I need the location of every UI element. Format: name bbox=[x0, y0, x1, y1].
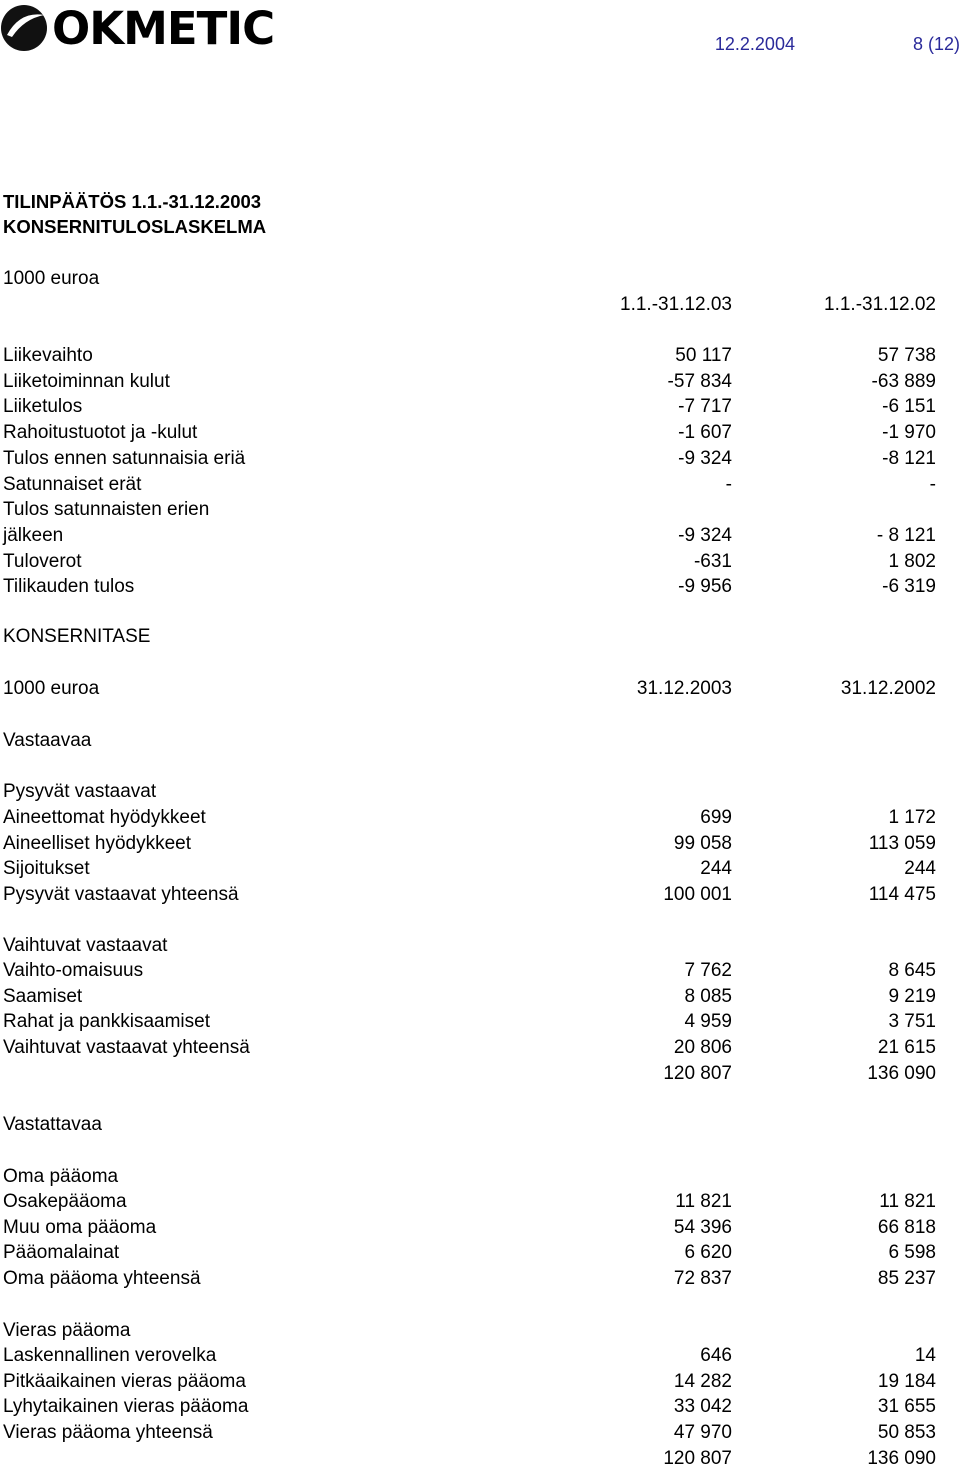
value-2002: 31 655 bbox=[877, 1396, 936, 1418]
value-2003: -57 834 bbox=[667, 370, 732, 392]
balance-title: KONSERNITASE bbox=[3, 626, 151, 647]
value-2002: - bbox=[929, 473, 936, 495]
row-label: Pysyvät vastaavat yhteensä bbox=[3, 884, 239, 906]
value-2002: 9 219 bbox=[888, 985, 936, 1007]
page-number: 8 (12) bbox=[912, 34, 960, 54]
balance-date-2002: 31.12.2002 bbox=[840, 678, 936, 699]
liabilities-total-2003: 120 807 bbox=[663, 1448, 732, 1469]
table-row bbox=[3, 1189, 936, 1214]
table-row bbox=[3, 1369, 936, 1394]
row-label: Liikevaihto bbox=[3, 345, 93, 366]
assets-total-row bbox=[3, 1061, 936, 1086]
value-2003: 699 bbox=[700, 807, 732, 828]
value-2003: -9 324 bbox=[678, 524, 732, 546]
row-label: Muu oma pääoma bbox=[3, 1216, 157, 1238]
table-row bbox=[3, 420, 936, 445]
liabilities-title: Vastattavaa bbox=[3, 1114, 102, 1135]
value-2003: 100 001 bbox=[663, 884, 732, 906]
table-row bbox=[3, 574, 936, 599]
income-header-row bbox=[3, 292, 936, 317]
table-row bbox=[3, 984, 936, 1009]
table-row bbox=[3, 394, 936, 419]
row-label: Oma pääoma yhteensä bbox=[3, 1268, 201, 1290]
value-2003: -631 bbox=[693, 550, 732, 572]
value-2003: 7 762 bbox=[684, 960, 732, 981]
table-row bbox=[3, 369, 936, 394]
table-row bbox=[3, 1009, 936, 1034]
row-label: Aineelliset hyödykkeet bbox=[3, 832, 191, 854]
table-row bbox=[3, 472, 936, 497]
value-2002: -1 970 bbox=[882, 422, 936, 444]
value-2003: 14 282 bbox=[673, 1370, 732, 1392]
row-label: Vaihto-omaisuus bbox=[3, 960, 144, 981]
table-row bbox=[3, 549, 936, 574]
current-assets-title: Vaihtuvat vastaavat bbox=[3, 935, 168, 956]
value-2003: 646 bbox=[700, 1345, 732, 1366]
value-2002: 19 184 bbox=[877, 1370, 936, 1392]
value-2002: 113 059 bbox=[868, 832, 936, 854]
row-label: jälkeen bbox=[3, 524, 64, 546]
value-2003: - bbox=[725, 473, 732, 495]
row-label: Tulos ennen satunnaisia eriä bbox=[3, 447, 246, 469]
value-2002: 114 475 bbox=[868, 884, 936, 906]
value-2002: - 8 121 bbox=[876, 524, 936, 546]
value-2002: 50 853 bbox=[877, 1422, 936, 1444]
row-label: Aineettomat hyödykkeet bbox=[3, 807, 206, 828]
value-2002: -63 889 bbox=[871, 370, 936, 392]
value-2002: 57 738 bbox=[877, 345, 936, 366]
row-label: Sijoitukset bbox=[3, 858, 90, 880]
table-row bbox=[3, 523, 936, 548]
table-row bbox=[3, 882, 936, 907]
table-row bbox=[3, 1035, 936, 1060]
row-label: Rahoitustuotot ja -kulut bbox=[3, 422, 198, 444]
value-2002: 11 821 bbox=[879, 1191, 936, 1212]
table-row bbox=[3, 958, 936, 983]
row-label: Liiketoiminnan kulut bbox=[3, 370, 170, 392]
assets-total-2003: 120 807 bbox=[663, 1063, 732, 1084]
row-label: Pitkäaikainen vieras pääoma bbox=[3, 1370, 246, 1392]
value-2002: -8 121 bbox=[882, 447, 936, 469]
table-row bbox=[3, 1266, 936, 1291]
value-2003: 33 042 bbox=[673, 1396, 732, 1418]
fixed-assets-title: Pysyvät vastaavat bbox=[3, 781, 157, 802]
row-label: Lyhytaikainen vieras pääoma bbox=[3, 1396, 249, 1418]
assets-total-2002: 136 090 bbox=[867, 1063, 936, 1084]
table-row bbox=[3, 497, 936, 522]
balance-date-2003: 31.12.2003 bbox=[636, 678, 732, 699]
row-label: Tilikauden tulos bbox=[3, 576, 135, 598]
table-row bbox=[3, 343, 936, 368]
value-2003: -7 717 bbox=[678, 396, 732, 418]
header-meta bbox=[715, 34, 960, 55]
value-2002: 14 bbox=[914, 1345, 936, 1366]
document-title: TILINPÄÄTÖS 1.1.-31.12.2003 bbox=[3, 191, 262, 212]
value-2002: 66 818 bbox=[877, 1216, 936, 1238]
row-label: Laskennallinen verovelka bbox=[3, 1345, 217, 1366]
document-subtitle: KONSERNITULOSLASKELMA bbox=[3, 216, 267, 237]
table-row bbox=[3, 1420, 936, 1445]
row-label: Pääomalainat bbox=[3, 1242, 120, 1264]
company-logo bbox=[0, 2, 274, 54]
value-2002: -6 151 bbox=[882, 396, 936, 418]
value-2003: 4 959 bbox=[684, 1011, 732, 1033]
table-row bbox=[3, 856, 936, 881]
liabilities-total-2002: 136 090 bbox=[867, 1448, 936, 1469]
row-label: Satunnaiset erät bbox=[3, 473, 142, 495]
logo-wordmark: OKMETIC bbox=[52, 1, 275, 55]
table-row bbox=[3, 805, 936, 830]
value-2003: 20 806 bbox=[673, 1037, 732, 1059]
table-row bbox=[3, 446, 936, 471]
value-2002: 8 645 bbox=[888, 960, 936, 981]
row-label: Osakepääoma bbox=[3, 1191, 127, 1212]
row-label: Vieras pääoma yhteensä bbox=[3, 1422, 213, 1444]
table-row bbox=[3, 1343, 936, 1368]
row-label: Tuloverot bbox=[3, 550, 82, 572]
liabilities-total-row bbox=[3, 1446, 936, 1471]
value-2003: 72 837 bbox=[673, 1268, 732, 1290]
assets-title: Vastaavaa bbox=[3, 730, 92, 751]
value-2002: 85 237 bbox=[877, 1268, 936, 1290]
table-row bbox=[3, 831, 936, 856]
debt-title: Vieras pääoma bbox=[3, 1320, 131, 1341]
value-2002: 1 802 bbox=[888, 550, 936, 572]
balance-unit: 1000 euroa bbox=[3, 678, 100, 699]
row-label: Saamiset bbox=[3, 985, 83, 1007]
value-2003: -1 607 bbox=[678, 422, 732, 444]
equity-title: Oma pääoma bbox=[3, 1166, 119, 1187]
value-2002: 1 172 bbox=[888, 807, 936, 828]
table-row bbox=[3, 1215, 936, 1240]
value-2003: 47 970 bbox=[673, 1422, 732, 1444]
value-2002: 244 bbox=[904, 858, 936, 880]
value-2003: -9 324 bbox=[678, 447, 732, 469]
table-row bbox=[3, 1240, 936, 1265]
value-2003: 8 085 bbox=[684, 985, 732, 1007]
value-2003: 11 821 bbox=[675, 1191, 732, 1212]
value-2002: 21 615 bbox=[877, 1037, 936, 1059]
income-unit: 1000 euroa bbox=[3, 268, 100, 289]
value-2002: -6 319 bbox=[882, 576, 936, 598]
value-2003: 99 058 bbox=[673, 832, 732, 854]
income-period-2002: 1.1.-31.12.02 bbox=[824, 294, 936, 315]
value-2003: -9 956 bbox=[678, 576, 732, 598]
document-date: 12.2.2004 bbox=[714, 34, 795, 54]
value-2003: 244 bbox=[700, 858, 732, 880]
income-period-2003: 1.1.-31.12.03 bbox=[620, 294, 732, 315]
value-2003: 50 117 bbox=[675, 345, 732, 366]
value-2003: 6 620 bbox=[684, 1242, 732, 1264]
row-label: Liiketulos bbox=[3, 396, 83, 418]
row-label: Rahat ja pankkisaamiset bbox=[3, 1011, 210, 1033]
value-2003: 54 396 bbox=[673, 1216, 732, 1238]
row-label: Tulos satunnaisten erien bbox=[3, 499, 210, 521]
row-label: Vaihtuvat vastaavat yhteensä bbox=[3, 1037, 250, 1059]
value-2002: 6 598 bbox=[888, 1242, 936, 1264]
value-2002: 3 751 bbox=[888, 1011, 936, 1033]
balance-header-row bbox=[3, 676, 936, 701]
table-row bbox=[3, 1394, 936, 1419]
okmetic-logo-icon bbox=[0, 3, 48, 53]
